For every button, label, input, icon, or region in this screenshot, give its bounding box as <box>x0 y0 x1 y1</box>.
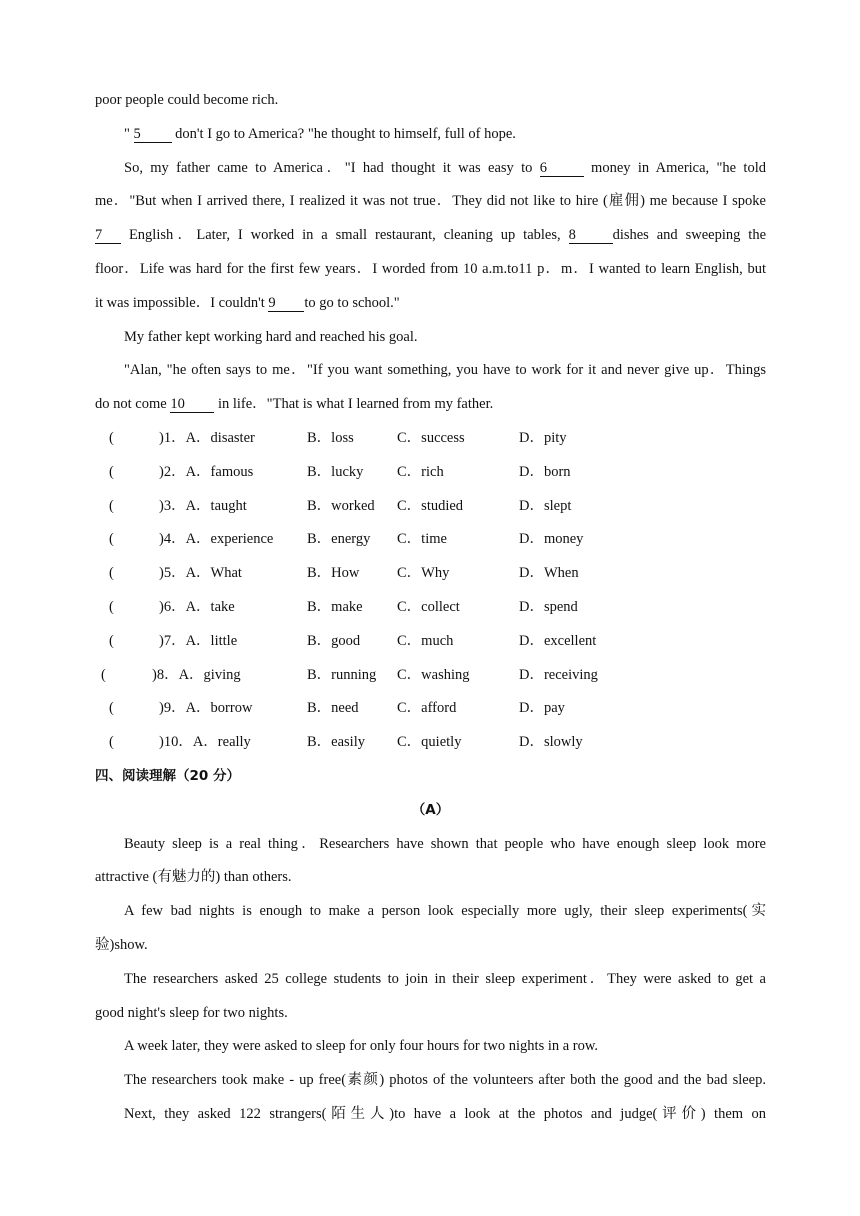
blank-6: 6 <box>540 160 584 177</box>
option-b: B．good <box>307 632 361 649</box>
text: in life．"That is what I learned from my father. <box>217 396 494 413</box>
text: don't I go to America? "he thought to himself, full of hope. <box>175 125 516 142</box>
option-row <box>95 490 766 524</box>
option-row <box>95 422 766 456</box>
cloze-line <box>95 118 766 152</box>
option-a: )4．A．experience <box>159 531 274 548</box>
answer-paren: ( <box>109 497 114 514</box>
reading-line: The researchers asked 25 college students to join in their sleep experiment．They were asked to get a <box>124 970 766 987</box>
option-c: C．afford <box>397 700 457 717</box>
text: " <box>124 125 130 142</box>
cloze-line <box>95 152 766 186</box>
option-c: C．much <box>397 632 454 649</box>
option-a: )8．A．giving <box>152 666 241 683</box>
cloze-line: My father kept working hard and reached his goal. <box>124 328 418 345</box>
answer-paren: ( <box>109 700 114 717</box>
option-b: B．need <box>307 700 359 717</box>
option-row <box>95 591 766 625</box>
cloze-line <box>95 219 766 253</box>
cloze-line <box>95 287 766 321</box>
option-d: D．receiving <box>519 666 598 683</box>
answer-paren: ( <box>109 565 114 582</box>
blank-9: 9 <box>268 295 304 312</box>
text: it was impossible．I couldn't <box>95 294 265 311</box>
option-c: C．washing <box>397 666 470 683</box>
option-a: )7．A．little <box>159 632 238 649</box>
reading-line: A few bad nights is enough to make a person look especially more ugly, their sleep experiments(实 <box>124 903 766 920</box>
option-c: C．rich <box>397 463 444 480</box>
text: dishes and sweeping the <box>612 227 766 244</box>
option-row <box>95 625 766 659</box>
option-a: )10．A．really <box>159 734 251 751</box>
answer-paren: ( <box>109 531 114 548</box>
option-c: C．collect <box>397 598 460 615</box>
text: to go to school." <box>304 294 400 311</box>
option-c: C．time <box>397 531 447 548</box>
option-b: B．easily <box>307 734 365 751</box>
reading-line: good night's sleep for two nights. <box>95 1004 288 1021</box>
reading-line: The researchers took make - up free(素颜) photos of the volunteers after both the good and the bad sleep. <box>124 1072 766 1089</box>
blank-5: 5 <box>134 126 172 143</box>
option-a: )1．A．disaster <box>159 429 255 446</box>
answer-paren: ( <box>109 598 114 615</box>
option-d: D．slowly <box>519 734 583 751</box>
option-b: B．energy <box>307 531 371 548</box>
cloze-line: "Alan, "he often says to me．"If you want something, you have to work for it and never give up．Things <box>124 362 766 379</box>
option-d: D．pity <box>519 429 567 446</box>
reading-line: Next, they asked 122 strangers(陌生人)to have a look at the photos and judge(评价) them on <box>124 1105 766 1122</box>
answer-paren: ( <box>109 463 114 480</box>
blank-7: 7 <box>95 227 121 244</box>
option-row <box>95 557 766 591</box>
blank-8: 8 <box>569 227 613 244</box>
text: So, my father came to America．"I had thought it was easy to <box>124 159 533 176</box>
option-c: C．quietly <box>397 734 462 751</box>
option-c: C．studied <box>397 497 464 514</box>
option-a: )5．A．What <box>159 565 242 582</box>
text: do not come <box>95 396 167 413</box>
option-a: )6．A．take <box>159 598 235 615</box>
answer-paren: ( <box>109 632 114 649</box>
reading-line: 验)show. <box>95 936 148 953</box>
document-page <box>95 84 766 1132</box>
option-row <box>95 692 766 726</box>
text: money in America, "he told <box>591 159 766 176</box>
option-d: D．When <box>519 565 579 582</box>
blank-10: 10 <box>170 396 214 413</box>
option-row <box>95 456 766 490</box>
option-b: B．lucky <box>307 463 364 480</box>
cloze-line: me．"But when I arrived there, I realized it was not true．They did not like to hire (雇佣) me because I spoke <box>95 193 766 210</box>
answer-paren: ( <box>109 734 114 751</box>
option-c: C．Why <box>397 565 450 582</box>
option-row <box>95 523 766 557</box>
option-d: D．excellent <box>519 632 597 649</box>
option-d: D．pay <box>519 700 565 717</box>
option-d: D．money <box>519 531 584 548</box>
option-a: )2．A．famous <box>159 463 254 480</box>
cloze-line: poor people could become rich. <box>95 92 279 108</box>
option-b: B．make <box>307 598 363 615</box>
option-c: C．success <box>397 429 465 446</box>
option-a: )9．A．borrow <box>159 700 253 717</box>
option-a: )3．A．taught <box>159 497 247 514</box>
option-b: B．How <box>307 565 360 582</box>
reading-line: Beauty sleep is a real thing．Researchers have shown that people who have enough sleep look more <box>124 835 766 852</box>
option-d: D．born <box>519 463 571 480</box>
option-b: B．worked <box>307 497 375 514</box>
section-title: 四、阅读理解（20 分） <box>95 767 240 784</box>
option-b: B．running <box>307 666 377 683</box>
text: English．Later, I worked in a small restaurant, cleaning up tables, <box>128 227 561 244</box>
option-row <box>95 659 766 693</box>
cloze-line <box>95 388 766 422</box>
option-d: D．slept <box>519 497 572 514</box>
cloze-line: floor．Life was hard for the first few years．I worded from 10 a.m.to11 p．m．I wanted to learn English, but <box>95 260 766 277</box>
option-row <box>95 726 766 760</box>
passage-label: （A） <box>411 801 450 818</box>
option-b: B．loss <box>307 429 354 446</box>
reading-line: attractive (有魅力的) than others. <box>95 869 292 886</box>
reading-line: A week later, they were asked to sleep for only four hours for two nights in a row. <box>124 1038 599 1055</box>
answer-paren: ( <box>109 429 114 446</box>
option-d: D．spend <box>519 598 578 615</box>
answer-paren: ( <box>101 666 106 683</box>
